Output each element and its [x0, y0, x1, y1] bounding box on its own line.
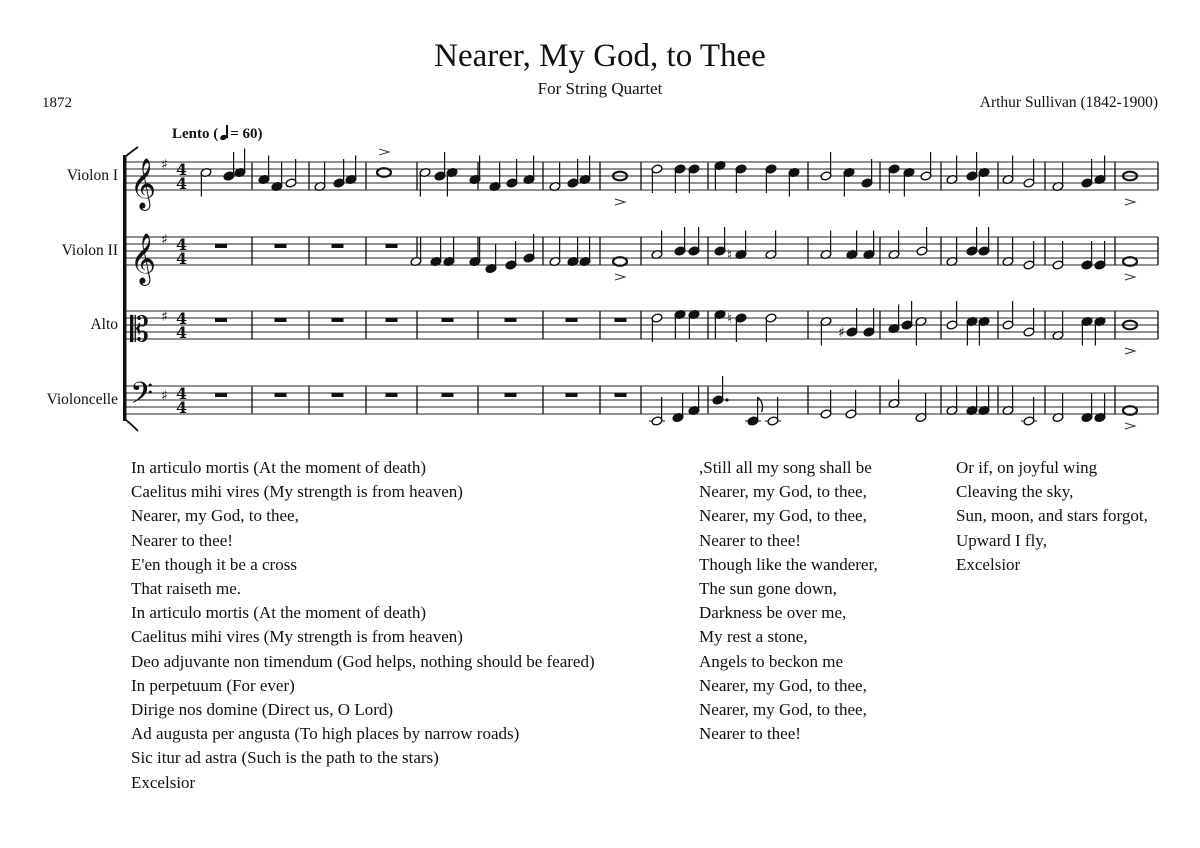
- note: [469, 156, 481, 185]
- natural-icon: ♮: [727, 247, 733, 264]
- note: [920, 152, 932, 181]
- lyrics-column-3: [956, 456, 1148, 577]
- bass-clef-icon: 𝄢: [130, 377, 154, 418]
- accent-icon: [615, 274, 625, 280]
- note: [1002, 301, 1014, 330]
- note: [903, 167, 915, 196]
- note: [1023, 308, 1035, 337]
- note: [966, 227, 978, 256]
- whole-rest-icon: [386, 393, 398, 397]
- note: [258, 156, 270, 185]
- note: [843, 167, 855, 196]
- page-subtitle: For String Quartet: [537, 79, 663, 98]
- note: [727, 311, 747, 342]
- lyric-line: Angels to beckon me: [699, 651, 843, 671]
- whole-rest-icon: [215, 244, 227, 248]
- whole-rest-icon: [386, 244, 398, 248]
- lyric-line: Nearer to thee!: [699, 724, 801, 744]
- note: [314, 163, 326, 192]
- whole-rest-icon: [442, 393, 454, 397]
- note: [1081, 394, 1093, 423]
- staff-treble: [126, 149, 1158, 212]
- note: [345, 156, 357, 185]
- treble-clef-icon: 𝄞: [130, 233, 157, 284]
- whole-rest-icon: [566, 393, 578, 397]
- note: [915, 394, 927, 423]
- note: [735, 164, 747, 193]
- note: [1094, 241, 1106, 270]
- page-title: Nearer, My God, to Thee: [434, 38, 766, 74]
- note: [765, 397, 781, 426]
- whole-rest-icon: [386, 318, 398, 322]
- note: [523, 156, 535, 185]
- note: [946, 301, 958, 330]
- accent-icon: [1125, 274, 1135, 280]
- lyric-line: In articulo mortis (At the moment of death): [131, 458, 427, 477]
- accent-icon: [379, 149, 389, 155]
- time-signature: 4: [176, 235, 188, 254]
- note: [1002, 156, 1014, 185]
- whole-rest-icon: [615, 318, 627, 322]
- note: [674, 164, 686, 193]
- note: [978, 227, 990, 256]
- sharp-key-signature-icon: ♯: [161, 232, 168, 248]
- time-signature: 4: [176, 174, 188, 193]
- lyric-line: Sic itur ad astra (Such is the path to the stars): [131, 748, 439, 768]
- lyric-line: Sun, moon, and stars forgot,: [956, 506, 1148, 526]
- note: [567, 159, 579, 188]
- note: [1052, 312, 1064, 341]
- whole-rest-icon: [566, 318, 578, 322]
- note: [714, 227, 726, 256]
- time-signature: 4: [176, 384, 188, 403]
- lyric-line: Nearer, my God, to thee,: [131, 506, 299, 526]
- instrument-label-violin-1: Violon I: [66, 167, 118, 184]
- note: [765, 313, 777, 342]
- note: [888, 305, 900, 334]
- note: [446, 167, 458, 196]
- whole-rest-icon: [215, 393, 227, 397]
- whole-rest-icon: [332, 318, 344, 322]
- note: [1052, 163, 1064, 192]
- staff-bass: [126, 376, 1158, 429]
- note: [200, 167, 212, 196]
- sharp-key-signature-icon: ♯: [161, 388, 168, 404]
- lyric-line: Excelsior: [956, 554, 1021, 574]
- whole-rest-icon: [275, 318, 287, 322]
- accent-icon: [1125, 348, 1135, 354]
- lyric-line: Nearer, my God, to thee,: [699, 506, 867, 526]
- lyric-line: That raiseth me.: [131, 579, 241, 599]
- staff-alto: [126, 301, 1158, 354]
- note: [579, 238, 591, 267]
- note: [549, 238, 561, 267]
- note: [1081, 241, 1093, 270]
- whole-rest-icon: [442, 318, 454, 322]
- note: [506, 159, 518, 188]
- note: [419, 167, 431, 196]
- accent-icon: [1125, 199, 1135, 205]
- note: [714, 309, 726, 338]
- note: [1123, 257, 1137, 280]
- note: [672, 394, 684, 423]
- note: [1094, 316, 1106, 345]
- note: [579, 156, 591, 185]
- note: [845, 390, 857, 419]
- note: [549, 163, 561, 192]
- note: [1081, 316, 1093, 345]
- lyric-line: Though like the wanderer,: [699, 554, 878, 574]
- note: [820, 231, 832, 260]
- note: [651, 313, 663, 342]
- note: [285, 159, 297, 188]
- whole-rest-icon: [275, 244, 287, 248]
- note: [916, 227, 928, 256]
- whole-rest-icon: [505, 393, 517, 397]
- note: [688, 227, 700, 256]
- note: [1052, 394, 1064, 423]
- whole-rest-icon: [615, 393, 627, 397]
- instrument-label-violin-2: Violon II: [61, 242, 118, 259]
- note: [1021, 397, 1037, 426]
- lyric-line: Deo adjuvante non timendum (God helps, nothing should be feared): [131, 651, 595, 671]
- note: [613, 172, 627, 205]
- note: [946, 156, 958, 185]
- note: [888, 380, 900, 409]
- note: [485, 245, 497, 274]
- whole-rest-icon: [505, 318, 517, 322]
- note: [271, 163, 283, 192]
- lyric-line: In perpetuum (For ever): [131, 675, 295, 695]
- note: [651, 231, 663, 260]
- note: [1002, 238, 1014, 267]
- lyric-line: Caelitus mihi vires (My strength is from heaven): [131, 482, 463, 502]
- sharp-icon: ♯: [838, 325, 845, 341]
- lyric-line: Nearer to thee!: [699, 530, 801, 550]
- time-signature: 4: [176, 398, 188, 417]
- tempo-label: Lento (: [172, 126, 219, 142]
- lyric-line: My rest a stone,: [699, 627, 808, 647]
- lyric-line: Nearer to thee!: [131, 530, 233, 550]
- whole-rest-icon: [275, 393, 287, 397]
- lyric-line: ,Still all my song shall be: [699, 458, 872, 477]
- whole-rest-icon: [332, 393, 344, 397]
- note: [978, 387, 990, 416]
- lyric-line: Caelitus mihi vires (My strength is from heaven): [131, 627, 463, 647]
- lyrics-column-2: [699, 456, 878, 746]
- natural-icon: ♮: [727, 311, 733, 327]
- lyric-line: Nearer, my God, to thee,: [699, 675, 867, 695]
- note: [978, 316, 990, 345]
- note: [688, 164, 700, 193]
- note: [1002, 387, 1014, 416]
- note: [765, 231, 777, 260]
- note: [1023, 159, 1035, 188]
- time-signature: 4: [176, 249, 188, 268]
- lyric-line: Dirige nos domine (Direct us, O Lord): [131, 700, 394, 720]
- tempo-value: = 60): [230, 126, 263, 142]
- staff-treble: [126, 227, 1158, 286]
- lyric-line: The sun gone down,: [699, 579, 837, 599]
- note: [888, 231, 900, 260]
- note: [410, 238, 422, 267]
- lyric-line: E'en though it be a cross: [131, 554, 297, 574]
- note: [978, 167, 990, 196]
- lyric-line: Darkness be over me,: [699, 603, 847, 623]
- lyric-line: Cleaving the sky,: [956, 482, 1074, 502]
- note: [505, 241, 517, 270]
- note: [333, 159, 345, 188]
- note: [888, 164, 900, 193]
- time-signature: 4: [176, 160, 188, 179]
- note: [430, 238, 442, 267]
- note: [966, 316, 978, 345]
- lyric-line: Or if, on joyful wing: [956, 458, 1098, 477]
- note: [1094, 394, 1106, 423]
- instrument-label-alto: Alto: [90, 316, 118, 333]
- note: [901, 301, 913, 330]
- note: [1123, 321, 1137, 354]
- note: [863, 231, 875, 260]
- note: [946, 387, 958, 416]
- note: [1052, 241, 1064, 270]
- time-signature: 4: [176, 309, 188, 328]
- note: [727, 231, 747, 264]
- note: [1123, 406, 1137, 429]
- note: [1081, 159, 1093, 188]
- lyrics-column-1: [131, 456, 595, 795]
- instrument-label-cello: Violoncelle: [46, 391, 118, 408]
- note: [613, 257, 627, 280]
- note: [846, 231, 858, 260]
- composer-credit: Arthur Sullivan (1842-1900): [979, 94, 1158, 111]
- note: [688, 309, 700, 338]
- time-signature: 4: [176, 323, 188, 342]
- sharp-key-signature-icon: ♯: [161, 157, 168, 173]
- note: [1123, 172, 1137, 205]
- whole-rest-icon: [332, 244, 344, 248]
- note: [469, 238, 481, 267]
- note: [377, 149, 391, 177]
- note: [674, 309, 686, 338]
- composition-year: 1872: [42, 95, 72, 111]
- lyric-line: Excelsior: [131, 772, 196, 792]
- whole-rest-icon: [215, 318, 227, 322]
- treble-clef-icon: 𝄞: [130, 158, 157, 209]
- note: [788, 167, 800, 196]
- note: [915, 316, 927, 345]
- note: [714, 160, 726, 189]
- note: [651, 164, 663, 193]
- note: [434, 152, 446, 181]
- note: [567, 238, 579, 267]
- lyric-line: Nearer, my God, to thee,: [699, 700, 867, 720]
- note: [861, 159, 873, 188]
- note: [234, 149, 246, 178]
- lyric-line: Ad augusta per angusta (To high places by narrow roads): [131, 724, 520, 744]
- note: [443, 238, 455, 267]
- note: [489, 163, 501, 192]
- note: [966, 387, 978, 416]
- note: [946, 238, 958, 267]
- note: [523, 234, 535, 263]
- note: [1094, 156, 1106, 185]
- note: [223, 152, 235, 181]
- note: [820, 390, 832, 419]
- note: [966, 152, 978, 181]
- lyric-line: Upward I fly,: [956, 530, 1047, 550]
- lyric-line: In articulo mortis (At the moment of death): [131, 603, 427, 623]
- note: [820, 152, 832, 181]
- note: [674, 227, 686, 256]
- note: [765, 164, 777, 193]
- accent-icon: [615, 199, 625, 205]
- note: [863, 308, 875, 337]
- note: [1023, 241, 1035, 270]
- note: [712, 376, 729, 405]
- note: [820, 316, 832, 345]
- accent-icon: [1125, 423, 1135, 429]
- note: [745, 397, 763, 426]
- lyric-line: Nearer, my God, to thee,: [699, 482, 867, 502]
- note: [688, 387, 700, 416]
- alto-clef-icon: 𝄡: [130, 310, 149, 350]
- sharp-key-signature-icon: ♯: [161, 309, 168, 325]
- note: [649, 397, 665, 426]
